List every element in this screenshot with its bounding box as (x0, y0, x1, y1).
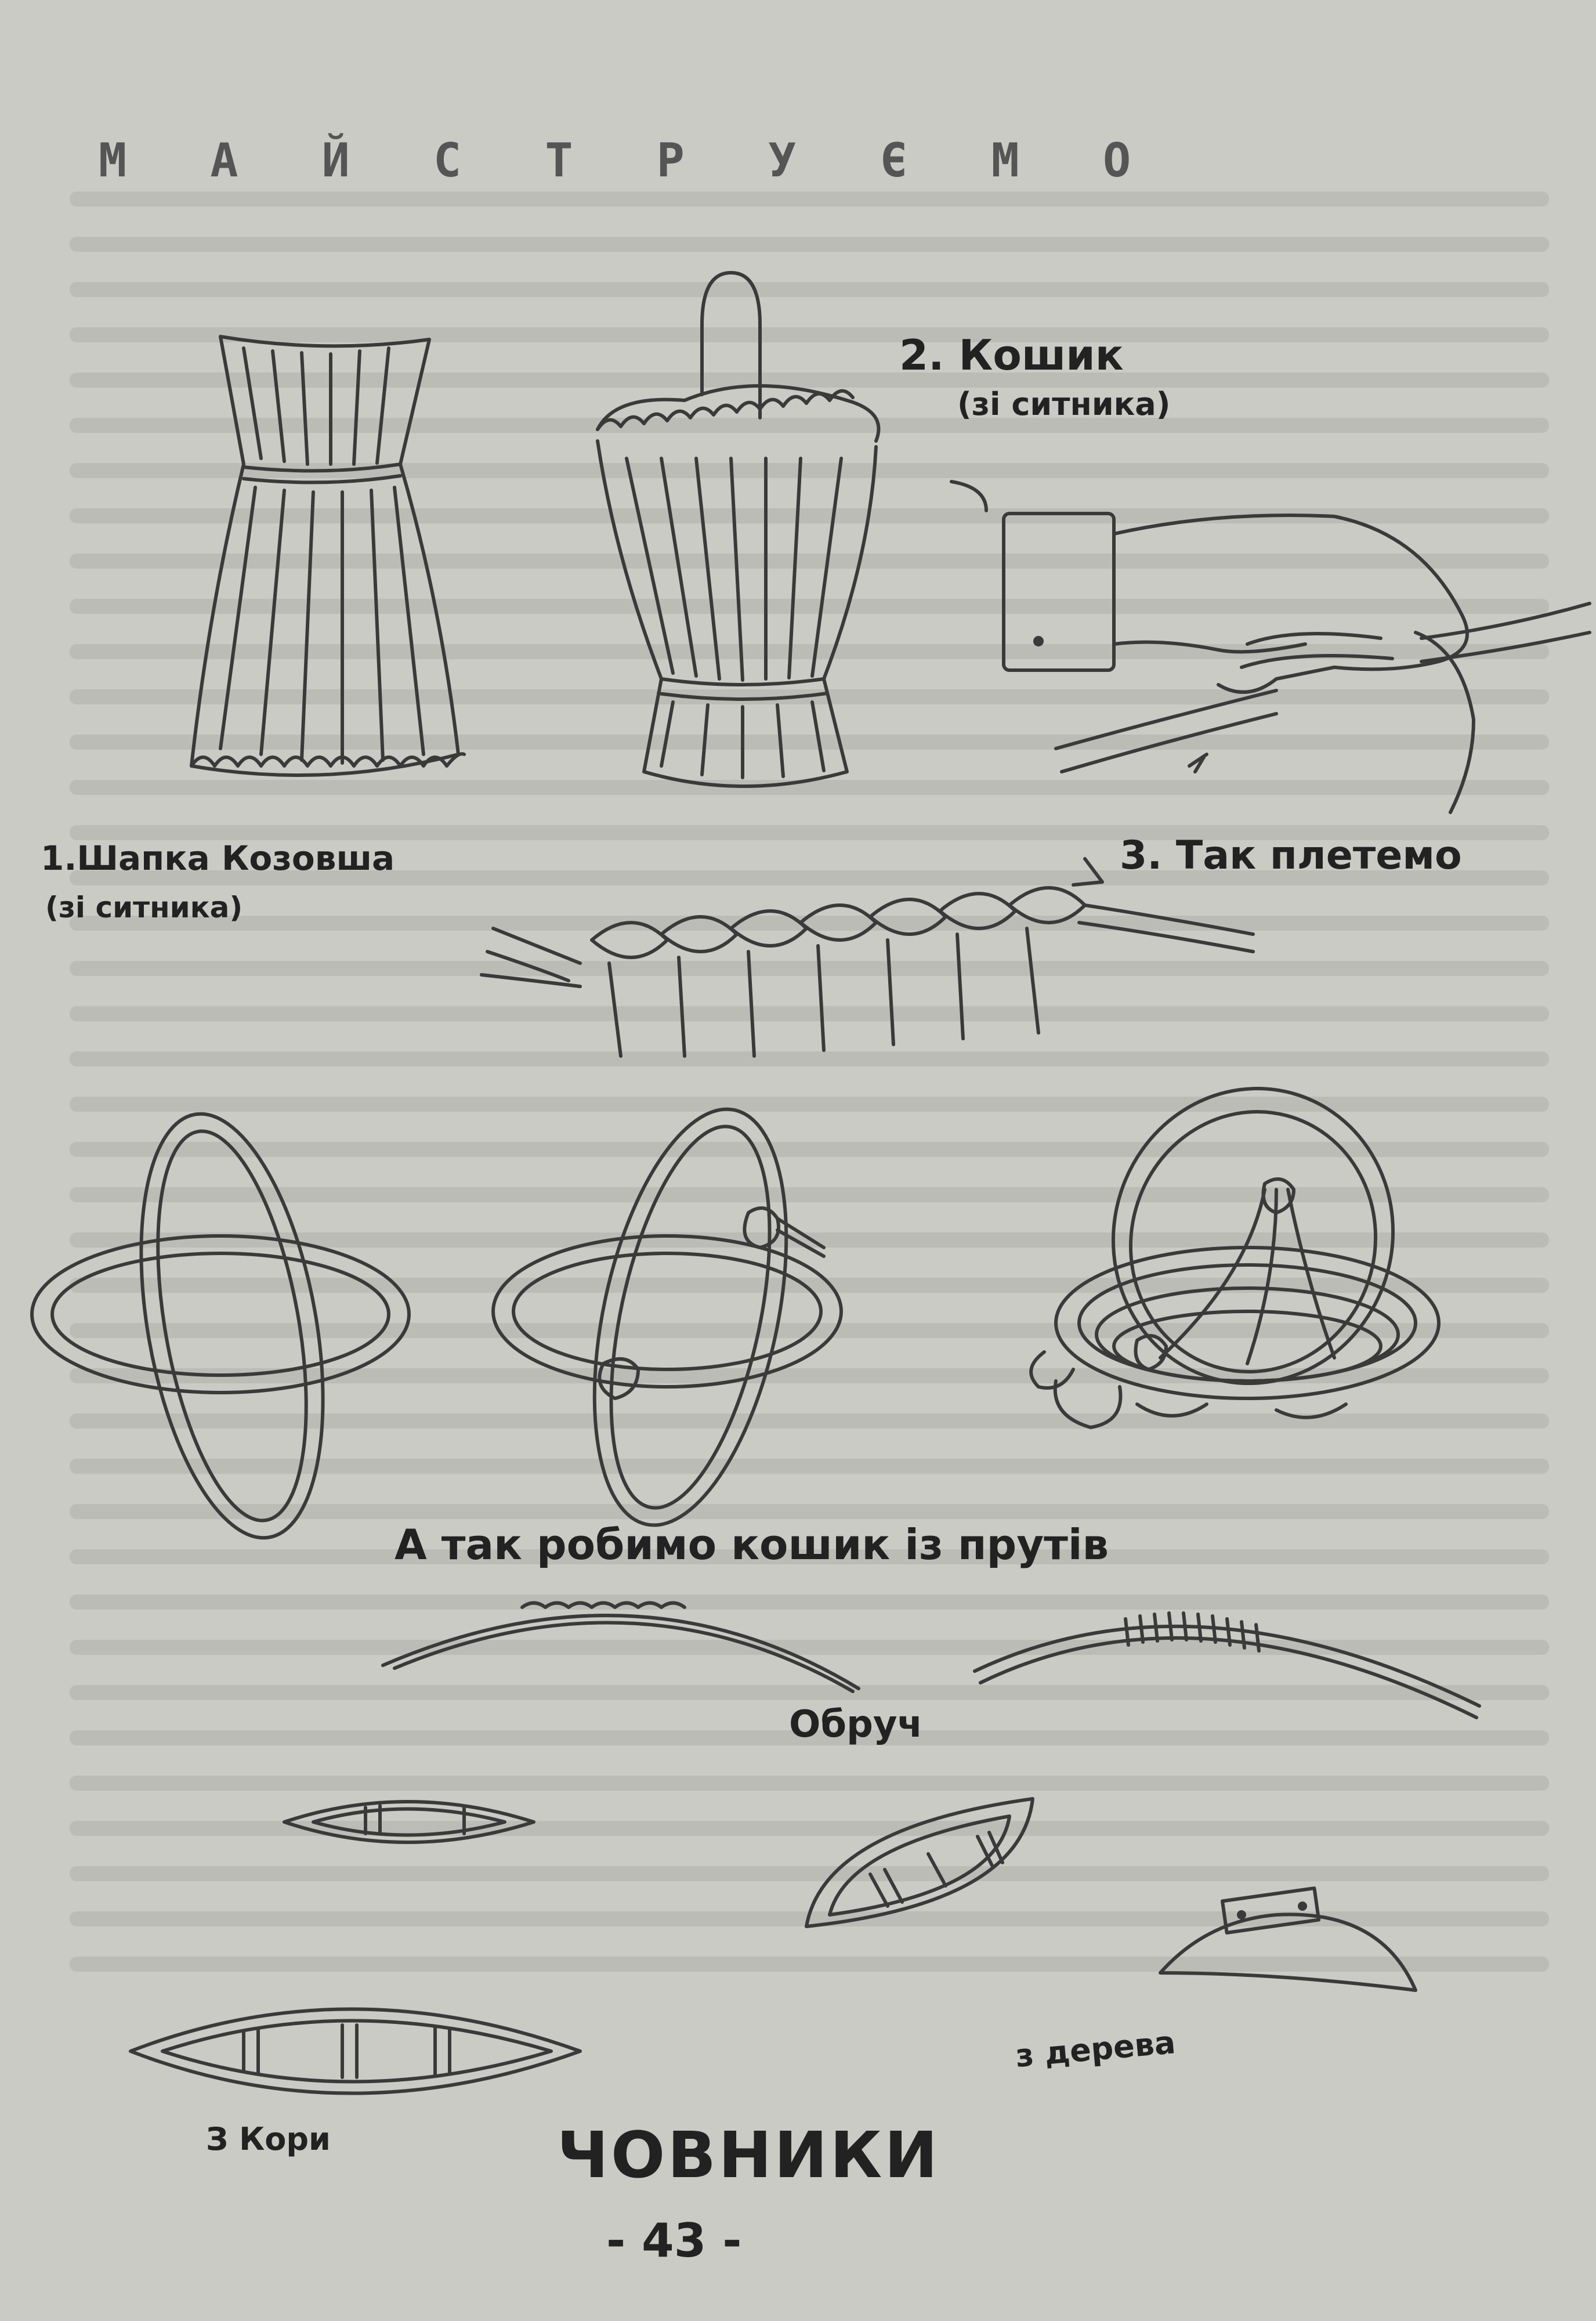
shuttles-title: ЧОВНИКИ (557, 2118, 940, 2192)
hat-label: 1.Шапка Козовша (41, 838, 395, 878)
hoop-caption: Обруч (789, 1703, 923, 1746)
shuttle-wood-drawing (1160, 1888, 1416, 1990)
shuttle-bark-drawing (131, 2009, 580, 2094)
hoop-stage-3 (1031, 1057, 1439, 1427)
page-number: - 43 - (606, 2214, 742, 2268)
weaving-label: 3. Так плетемо (1120, 833, 1462, 878)
straw-basket-drawing (598, 273, 878, 786)
straw-hat-drawing (191, 337, 464, 775)
bark-shuttle-caption: З Кори (206, 2121, 331, 2157)
hoop-stage-1 (32, 1100, 409, 1552)
basket-label: 2. Кошик (899, 331, 1124, 379)
page-title: М А Й С Т Р У Є М О (99, 133, 1159, 187)
shuttle-small-drawing (284, 1802, 534, 1842)
willow-basket-caption: А так робимо кошик із прутів (395, 1520, 1109, 1569)
hoop-parts-drawing (383, 1603, 1479, 1718)
hoop-stage-2 (493, 1092, 841, 1542)
hand-weaving-drawing (951, 482, 1590, 812)
hat-material-label: (зі ситника) (45, 891, 243, 924)
braid-drawing (482, 859, 1253, 1056)
wood-shuttle-caption: з дерева (1014, 2024, 1177, 2074)
shuttle-tilted-drawing (806, 1799, 1033, 1926)
basket-material-label: (зі ситника) (957, 386, 1171, 422)
